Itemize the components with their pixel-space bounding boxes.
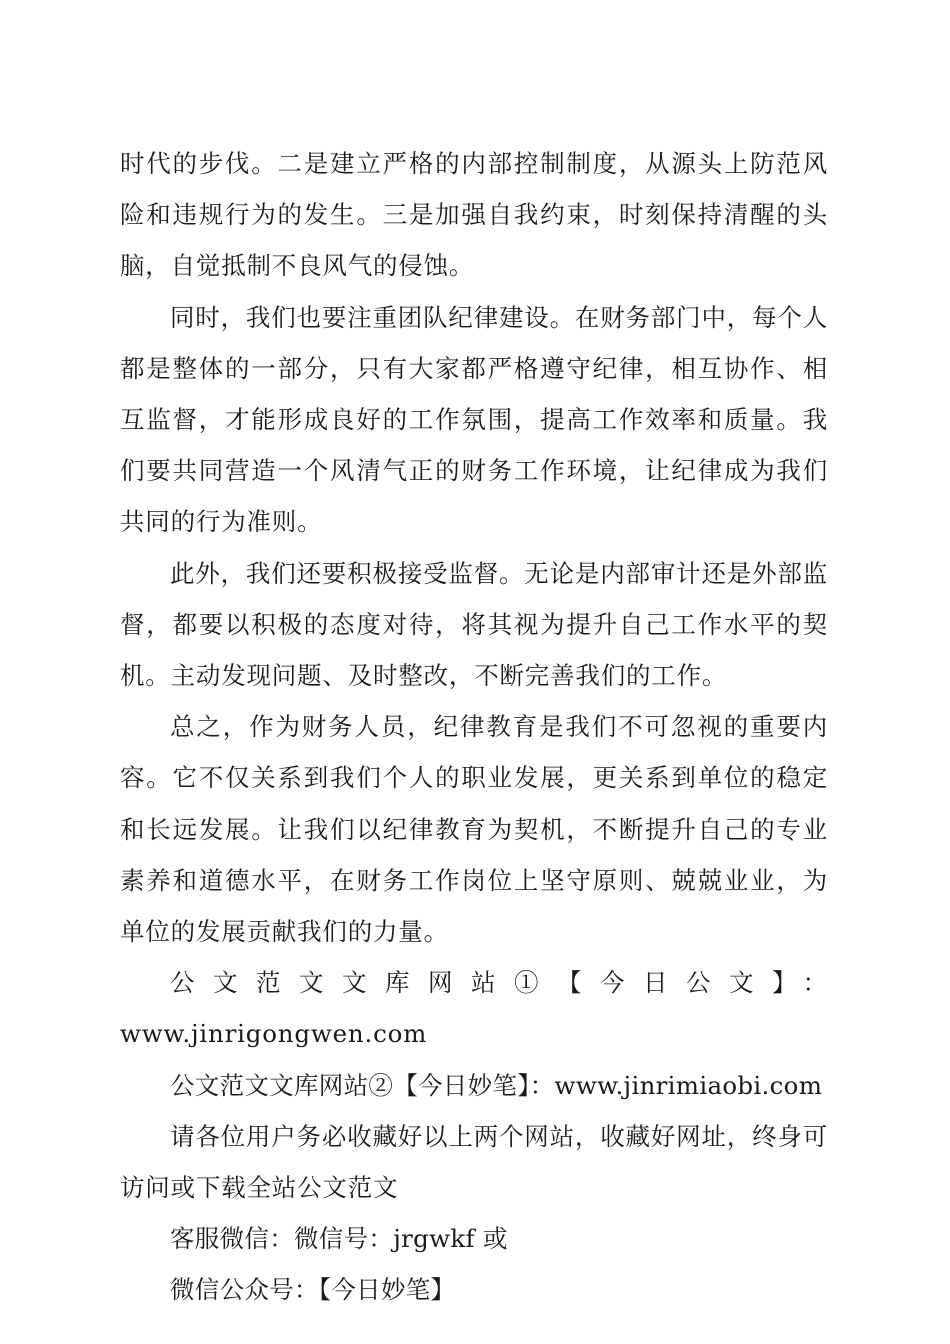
footer-site-2: 公文范文文库网站②【今日妙笔】：www.jinrimiaobi.com: [170, 1070, 823, 1100]
paragraph-conclusion: 总之，作为财务人员，纪律教育是我们不可忽视的重要内容。它不仅关系到我们个人的职业发展，更关系到单位的稳定和长远发展。让我们以纪律教育为契机，不断提升自己的专业素养和道德水平，在财务工作岗位上坚守原则、兢兢业业，为单位的发展贡献我们的力量。: [120, 712, 828, 947]
paragraph-supervision: 此外，我们还要积极接受监督。无论是内部审计还是外部监督，都要以积极的态度对待，将其视为提升自己工作水平的契机。主动发现问题、及时整改，不断完善我们的工作。: [120, 558, 828, 691]
paragraph-continuation: 时代的步伐。二是建立严格的内部控制制度，从源头上防范风险和违规行为的发生。三是加强自我约束，时刻保持清醒的头脑，自觉抵制不良风气的侵蚀。: [120, 149, 828, 281]
paragraph-team-discipline: 同时，我们也要注重团队纪律建设。在财务部门中，每个人都是整体的一部分，只有大家都严格遵守纪律，相互协作、相互监督，才能形成良好的工作氛围，提高工作效率和质量。我们要共同营造一个风清气正的财务工作环境，让纪律成为我们共同的行为准则。: [120, 302, 828, 537]
footer-site-1: 公文范文文库网站①【今日公文】：www.jinrigongwen.com: [120, 968, 828, 1049]
document-body: [120, 138, 828, 1316]
footer-official-account: 微信公众号：【今日妙笔】: [170, 1275, 456, 1305]
footer-wechat: 客服微信：微信号：jrgwkf 或: [170, 1224, 508, 1254]
footer-notice: 请各位用户务必收藏好以上两个网站，收藏好网址，终身可访问或下载全站公文范文: [120, 1121, 828, 1203]
